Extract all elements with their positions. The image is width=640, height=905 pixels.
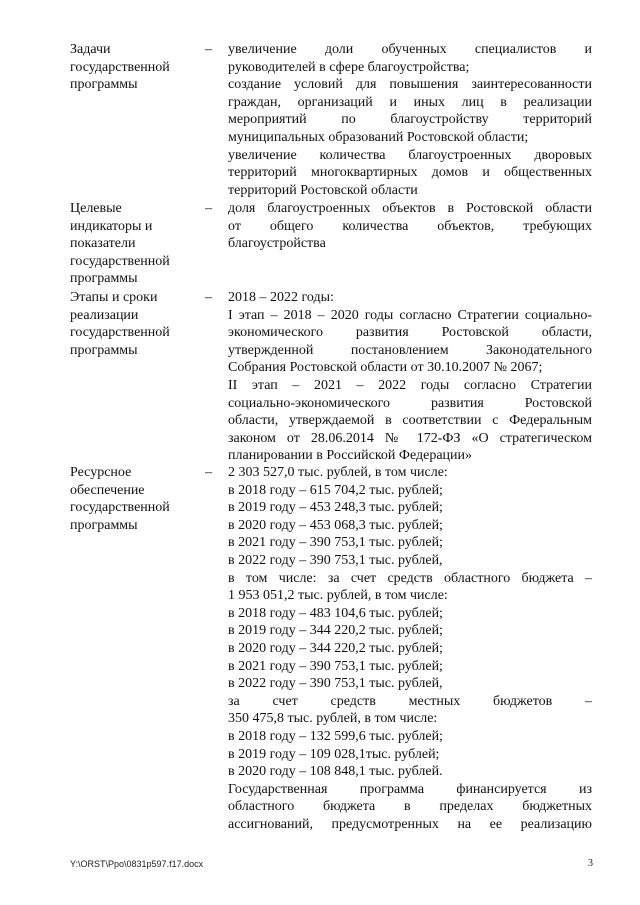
section-body bbox=[228, 200, 592, 253]
body-line: Государственная программа финансируется из bbox=[228, 781, 592, 797]
body-line: в 2019 году – 109 028,1тыс. рублей; bbox=[228, 746, 440, 762]
body-line: за счет средств местных бюджетов – bbox=[228, 693, 592, 709]
body-line: мероприятий по благоустройству территорий bbox=[228, 112, 592, 128]
body-line: увеличение доли обученных специалистов и bbox=[228, 42, 592, 57]
body-line: I этап – 2018 – 2020 годы согласно Стратегии социально- bbox=[228, 307, 592, 323]
section-label bbox=[70, 41, 195, 94]
dash-separator: – bbox=[205, 42, 212, 57]
label-line: реализации bbox=[70, 307, 139, 323]
body-line: руководителей в сфере благоустройства; bbox=[228, 59, 470, 75]
body-line: утвержденной постановлением Законодательного bbox=[228, 342, 592, 358]
body-line: от общего количества объектов, требующих bbox=[228, 218, 592, 234]
dash-separator: – bbox=[205, 465, 212, 480]
body-line: планировании в Российской Федерации» bbox=[228, 448, 473, 464]
body-line: области, утверждаемой в соответствии с Федеральным bbox=[228, 413, 592, 429]
body-line: в том числе: за счет средств областного бюджета – bbox=[228, 570, 592, 586]
dash-separator: – bbox=[205, 201, 212, 216]
label-line: программы bbox=[70, 77, 138, 93]
label-line: государственной bbox=[70, 59, 170, 75]
body-line: территорий многоквартирных домов и общественных bbox=[228, 165, 592, 181]
label-line: программы bbox=[70, 342, 138, 358]
label-line: Задачи bbox=[70, 42, 111, 57]
section-body bbox=[228, 464, 592, 833]
body-line: территорий Ростовской области bbox=[228, 182, 418, 198]
body-line: 2 303 527,0 тыс. рублей, в том числе: bbox=[228, 465, 448, 480]
body-line: в 2019 году – 453 248,3 тыс. рублей; bbox=[228, 500, 443, 516]
label-line: показатели bbox=[70, 236, 136, 252]
label-line: программы bbox=[70, 517, 138, 533]
label-line: государственной bbox=[70, 253, 170, 269]
label-line: обеспечение bbox=[70, 482, 145, 498]
body-line: в 2022 году – 390 753,1 тыс. рублей, bbox=[228, 676, 443, 692]
body-line: в 2018 году – 615 704,2 тыс. рублей; bbox=[228, 482, 443, 498]
body-line: Собрания Ростовской области от 30.10.2007 № 2067; bbox=[228, 360, 543, 376]
body-line: экономического развития Ростовской области, bbox=[228, 325, 592, 341]
body-line: законом от 28.06.2014 № 172-ФЗ «О стратегическом bbox=[228, 430, 592, 446]
body-line: создание условий для повышения заинтересованности bbox=[228, 77, 592, 93]
body-line: ассигнований, предусмотренных на ее реализацию bbox=[228, 816, 592, 832]
label-line: государственной bbox=[70, 500, 170, 516]
body-line: в 2018 году – 483 104,6 тыс. рублей; bbox=[228, 605, 443, 621]
body-line: в 2018 году – 132 599,6 тыс. рублей; bbox=[228, 728, 443, 744]
body-line: муниципальных образований Ростовской области; bbox=[228, 129, 529, 145]
section-label bbox=[70, 289, 195, 359]
label-line: Этапы и сроки bbox=[70, 290, 158, 305]
body-line: II этап – 2021 – 2022 годы согласно Стратегии bbox=[228, 377, 592, 393]
section-body bbox=[228, 41, 592, 199]
body-line: 350 475,8 тыс. рублей, в том числе: bbox=[228, 711, 438, 727]
body-line: областного бюджета в пределах бюджетных bbox=[228, 799, 592, 815]
label-line: Ресурсное bbox=[70, 465, 132, 480]
label-line: программы bbox=[70, 271, 138, 287]
body-line: в 2020 году – 108 848,1 тыс. рублей. bbox=[228, 764, 443, 780]
footer-file-path: Y:\ORST\Ppo\0831p597.f17.docx bbox=[70, 859, 204, 869]
section-label bbox=[70, 464, 195, 534]
body-line: в 2022 году – 390 753,1 тыс. рублей, bbox=[228, 552, 443, 568]
section-label bbox=[70, 200, 195, 288]
body-line: увеличение количества благоустроенных дворовых bbox=[228, 147, 592, 163]
body-line: в 2020 году – 344 220,2 тыс. рублей; bbox=[228, 640, 443, 656]
body-line: в 2021 году – 390 753,1 тыс. рублей; bbox=[228, 658, 443, 674]
body-line: социально-экономического развития Ростовской bbox=[228, 395, 592, 411]
section-body bbox=[228, 289, 592, 465]
body-line: в 2020 году – 453 068,3 тыс. рублей; bbox=[228, 517, 443, 533]
dash-separator: – bbox=[205, 290, 212, 305]
body-line: 2018 – 2022 годы: bbox=[228, 290, 334, 305]
label-line: индикаторы и bbox=[70, 218, 153, 234]
page-number: 3 bbox=[588, 858, 593, 869]
body-line: 1 953 051,2 тыс. рублей, в том числе: bbox=[228, 588, 448, 604]
body-line: граждан, организаций и иных лиц в реализации bbox=[228, 94, 592, 110]
body-line: в 2019 году – 344 220,2 тыс. рублей; bbox=[228, 623, 443, 639]
body-line: в 2021 году – 390 753,1 тыс. рублей; bbox=[228, 535, 443, 551]
body-line: благоустройства bbox=[228, 236, 326, 252]
body-line: доля благоустроенных объектов в Ростовской области bbox=[228, 201, 592, 216]
label-line: государственной bbox=[70, 325, 170, 341]
label-line: Целевые bbox=[70, 201, 122, 216]
